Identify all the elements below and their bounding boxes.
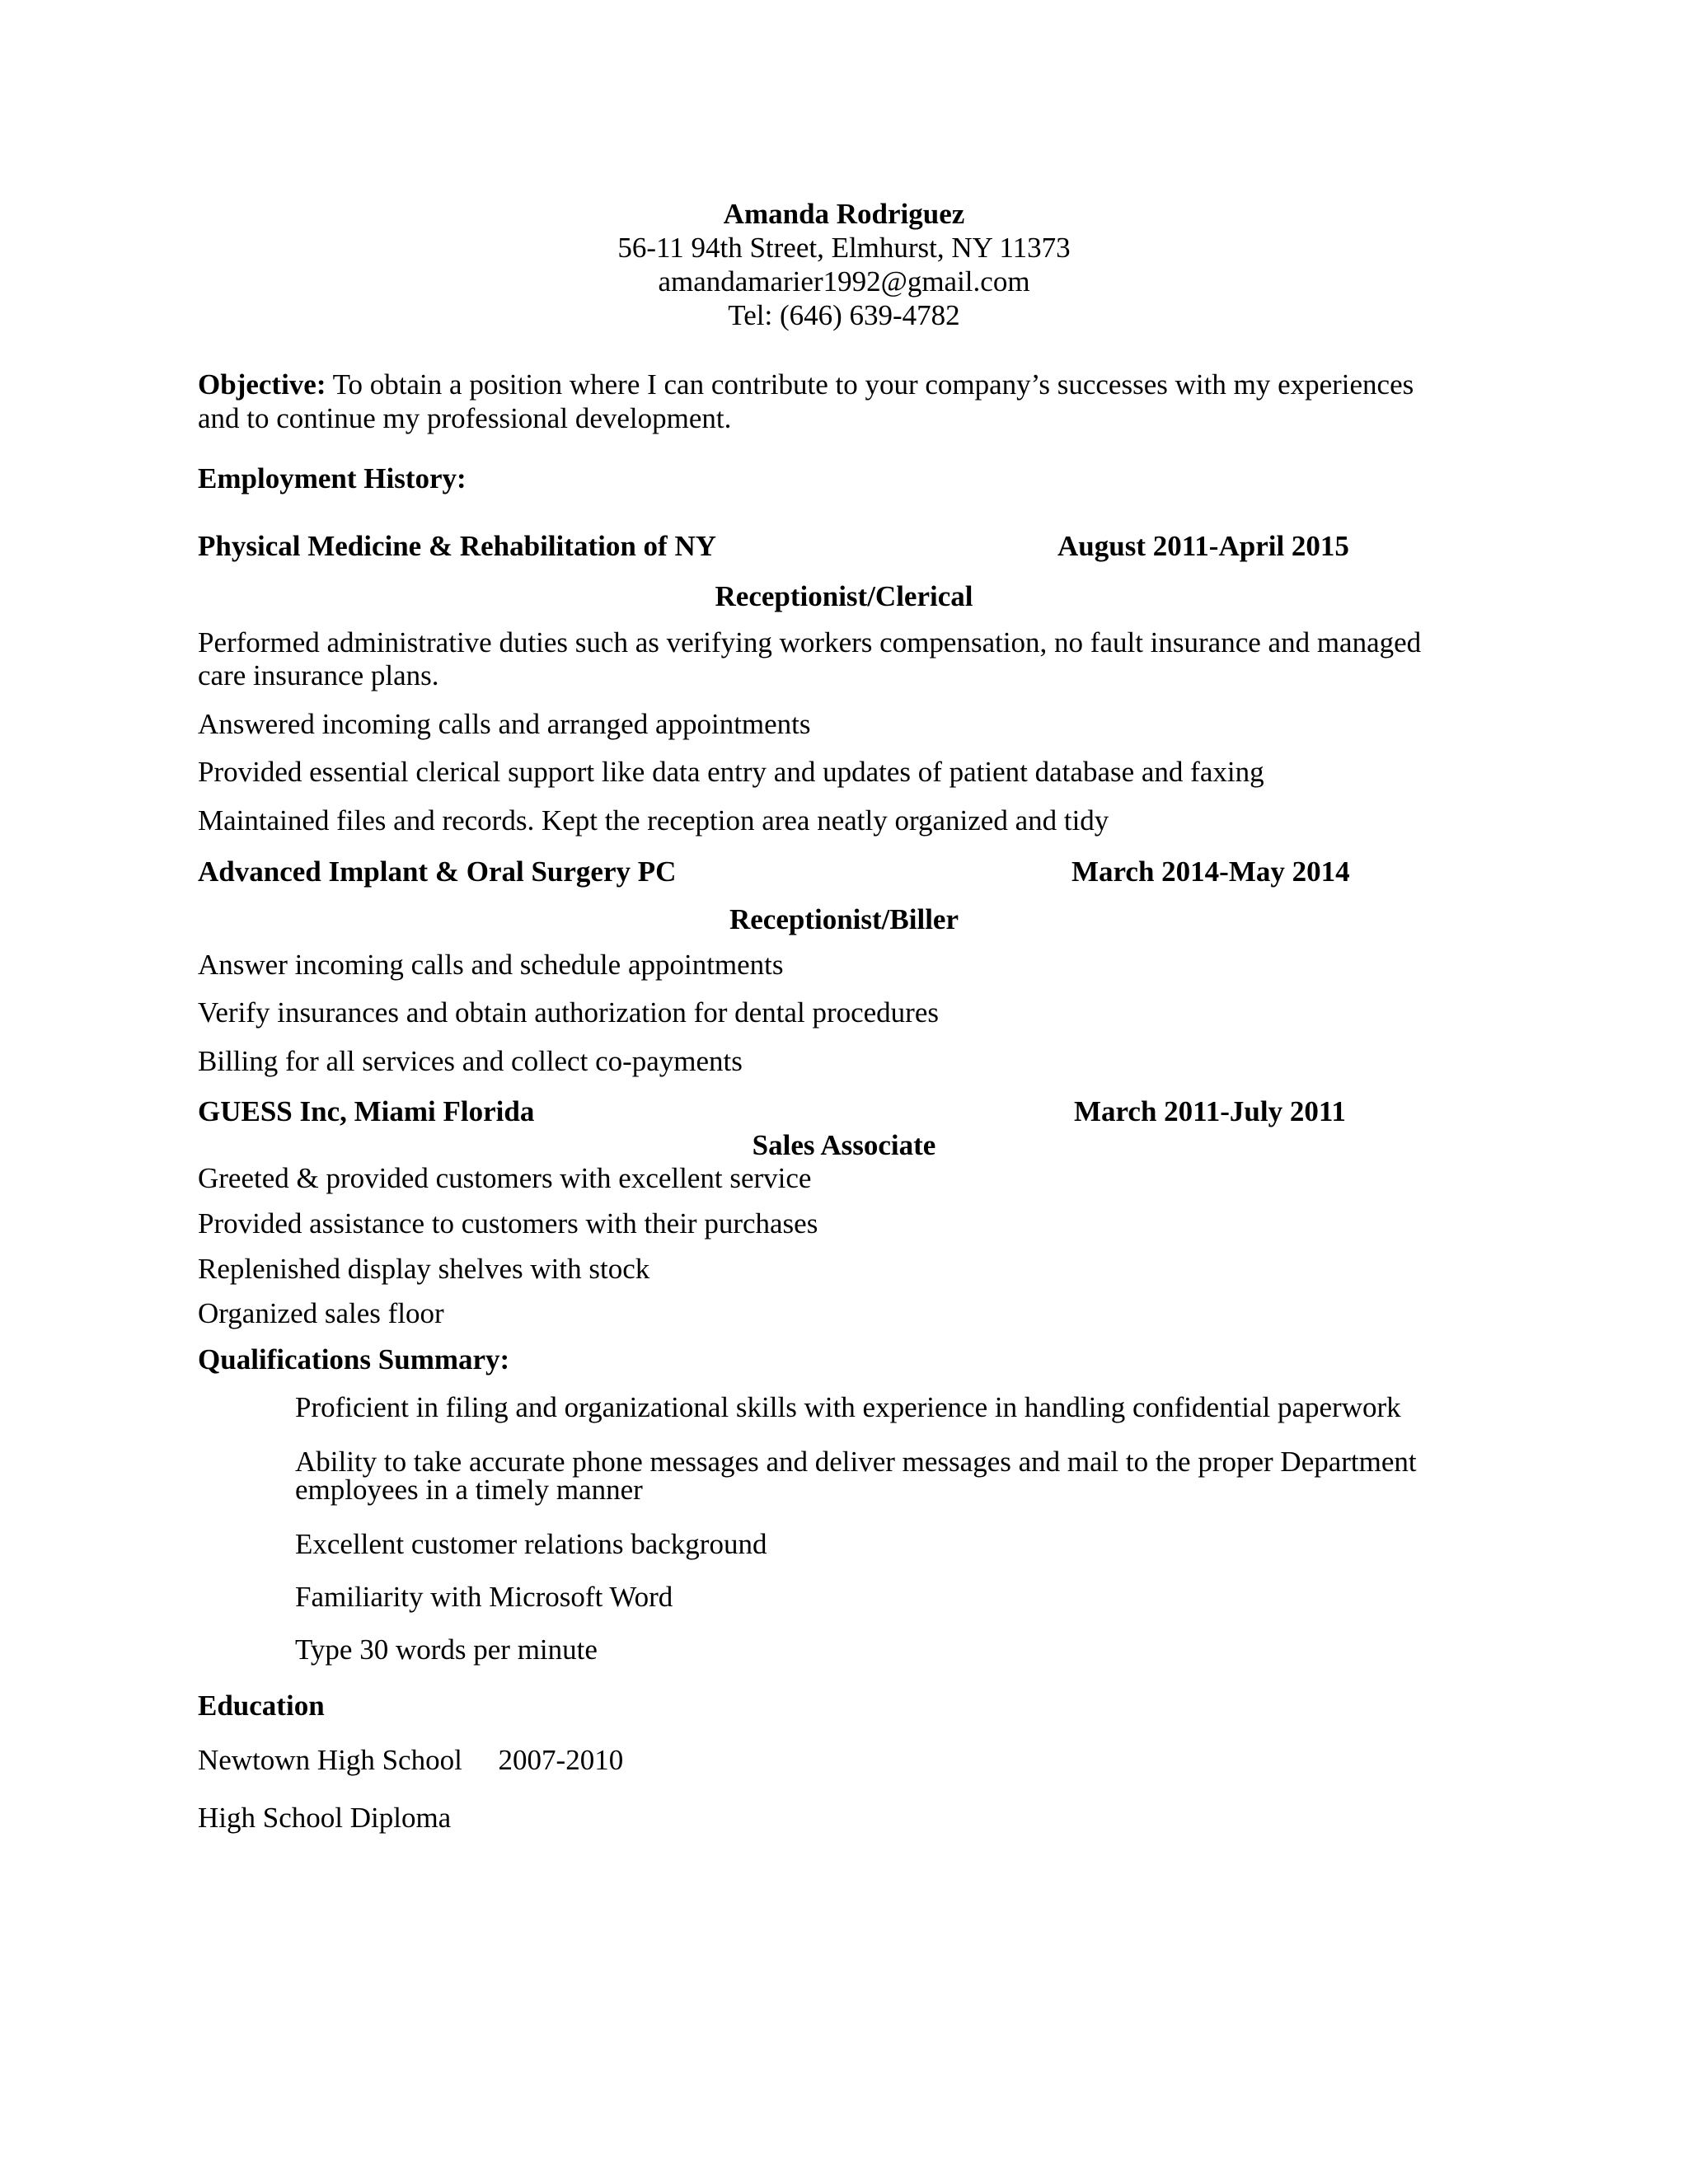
job-dates: March 2014-May 2014 bbox=[1071, 855, 1350, 888]
qualification-item: employees in a timely manner bbox=[295, 1474, 643, 1506]
job-duty: Replenished display shelves with stock bbox=[198, 1253, 650, 1285]
job-title: Receptionist/Clerical bbox=[715, 580, 973, 612]
candidate-email: amandamarier1992@gmail.com bbox=[658, 265, 1030, 298]
qualification-item: Type 30 words per minute bbox=[295, 1633, 598, 1666]
job-duty: Provided assistance to customers with their purchases bbox=[198, 1207, 818, 1240]
education-school: Newtown High School 2007-2010 bbox=[198, 1744, 624, 1776]
job-dates: August 2011-April 2015 bbox=[1057, 530, 1349, 562]
job-company: Advanced Implant & Oral Surgery PC bbox=[198, 855, 677, 888]
job-duty: Performed administrative duties such as verifying workers compensation, no fault insurance and managed bbox=[198, 626, 1422, 658]
objective-label: Objective: bbox=[198, 368, 326, 401]
education-diploma: High School Diploma bbox=[198, 1802, 452, 1834]
candidate-phone: Tel: (646) 639-4782 bbox=[728, 299, 960, 331]
objective-line-1 bbox=[198, 370, 1414, 399]
objective-text-1: To obtain a position where I can contribute to your company’s successes with my experiences bbox=[332, 368, 1414, 401]
job-duty: Organized sales floor bbox=[198, 1297, 444, 1329]
job-dates: March 2011-July 2011 bbox=[1074, 1095, 1346, 1127]
job-duty: Billing for all services and collect co-payments bbox=[198, 1045, 743, 1077]
job-duty: Answer incoming calls and schedule appointments bbox=[198, 949, 784, 981]
education-heading: Education bbox=[198, 1690, 325, 1722]
job-duty: Verify insurances and obtain authorization for dental procedures bbox=[198, 996, 939, 1029]
qualification-item: Ability to take accurate phone messages and deliver messages and mail to the proper Department bbox=[295, 1446, 1417, 1478]
candidate-name: Amanda Rodriguez bbox=[723, 198, 965, 230]
job-duty: Greeted & provided customers with excellent service bbox=[198, 1162, 812, 1194]
qualification-item: Familiarity with Microsoft Word bbox=[295, 1581, 673, 1613]
qualification-item: Proficient in filing and organizational skills with experience in handling confidential paperwork bbox=[295, 1391, 1401, 1423]
job-duty: Maintained files and records. Kept the reception area neatly organized and tidy bbox=[198, 804, 1109, 837]
objective-line-2: and to continue my professional development. bbox=[198, 402, 732, 434]
job-duty: Provided essential clerical support like data entry and updates of patient database and faxing bbox=[198, 756, 1264, 788]
job-duty: Answered incoming calls and arranged appointments bbox=[198, 708, 811, 740]
candidate-address: 56-11 94th Street, Elmhurst, NY 11373 bbox=[617, 232, 1071, 264]
qualification-item: Excellent customer relations background bbox=[295, 1528, 767, 1560]
job-company: GUESS Inc, Miami Florida bbox=[198, 1095, 535, 1127]
employment-heading: Employment History: bbox=[198, 462, 467, 494]
qualifications-heading: Qualifications Summary: bbox=[198, 1343, 510, 1376]
job-duty: care insurance plans. bbox=[198, 659, 439, 691]
job-title: Sales Associate bbox=[752, 1129, 936, 1161]
job-title: Receptionist/Biller bbox=[729, 903, 959, 935]
job-company: Physical Medicine & Rehabilitation of NY bbox=[198, 530, 716, 562]
